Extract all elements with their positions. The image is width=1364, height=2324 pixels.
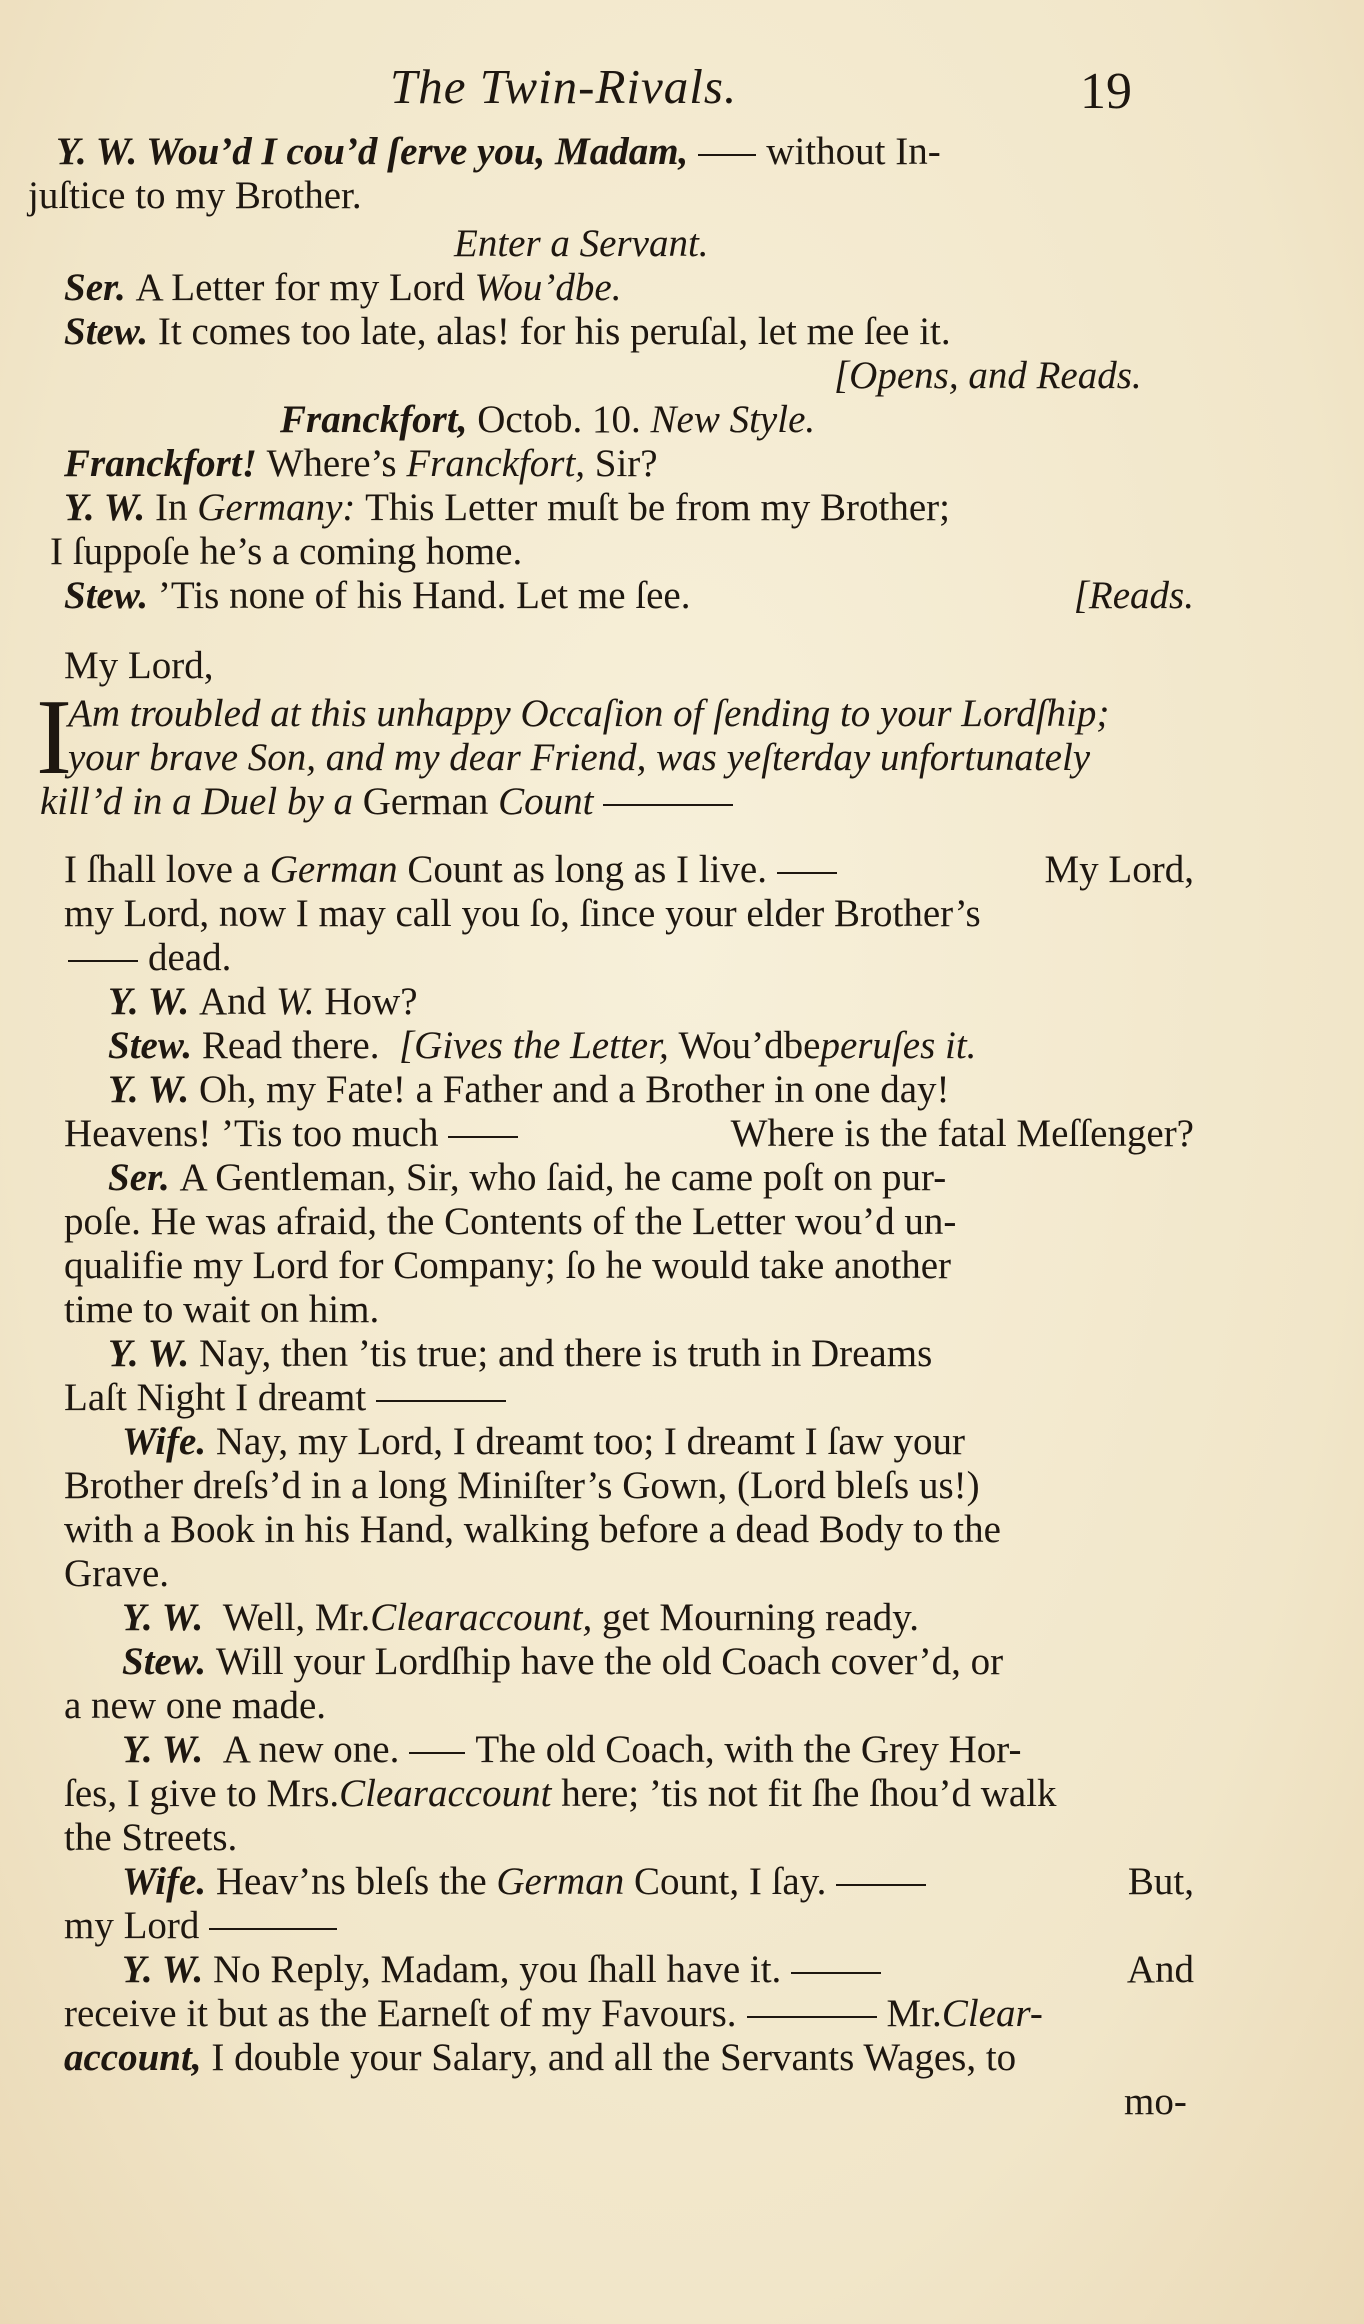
- speaker-text: Y. W. Wou’d I cou’d ſerve you, Madam,: [56, 130, 689, 173]
- text-line: Y. W. Oh, my Fate! a Father and a Brother in one day!: [108, 1068, 950, 1111]
- letter-line: Am troubled at this unhappy Occaſion of ſending to your Lordſhip;: [68, 692, 1110, 735]
- text-line: Grave.: [64, 1552, 170, 1595]
- speaker-tag: Stew.: [108, 1024, 193, 1067]
- speaker-tag: Stew.: [64, 574, 149, 617]
- speaker-tag: Stew.: [122, 1640, 207, 1683]
- text-line: poſe. He was afraid, the Contents of the Letter wou’d un-: [64, 1200, 957, 1243]
- speaker-tag: Wife.: [122, 1860, 207, 1903]
- text-line: Y. W. In Germany: This Letter muſt be from my Brother;: [64, 486, 951, 529]
- text-line: I ſhall love a German Count as long as I live. My Lord,: [64, 848, 1194, 891]
- text-line: qualifie my Lord for Company; ſo he would take another: [64, 1244, 952, 1287]
- speaker-tag: Y. W.: [122, 1948, 204, 1991]
- speaker-tag: Stew.: [64, 310, 149, 353]
- speaker-tag: Y. W.: [108, 1332, 190, 1375]
- text-line: Wife. Nay, my Lord, I dreamt too; I dreamt I ſaw your: [122, 1420, 965, 1463]
- text-line: my Lord, now I may call you ſo, ſince your elder Brother’s: [64, 892, 981, 935]
- letter-dateline: Franckfort, Octob. 10. New Style.: [280, 398, 816, 441]
- letter-salutation: My Lord,: [64, 644, 214, 687]
- speaker-tag: Y. W.: [122, 1728, 204, 1771]
- letter-line: your brave Son, and my dear Friend, was yeſterday unfortunately: [68, 736, 1091, 779]
- text-line: Laſt Night I dreamt: [64, 1376, 1194, 1420]
- text-line: account, I double your Salary, and all the Servants Wages, to: [64, 2036, 1017, 2079]
- stage-direction: [Reads.: [1073, 574, 1194, 617]
- running-title: The Twin-Rivals.: [390, 59, 738, 114]
- text-line: Ser. A Gentleman, Sir, who ſaid, he came poſt on pur-: [108, 1156, 947, 1199]
- text-line: Y. W. And W. How?: [108, 980, 418, 1023]
- text-line: Heavens! ’Tis too much Where is the fatal Meſſenger?: [64, 1112, 1194, 1155]
- text-line: Stew. ’Tis none of his Hand. Let me ſee. [Reads.: [64, 574, 1194, 617]
- text-line: dead.: [64, 936, 1194, 980]
- text-line: Y. W. No Reply, Madam, you ſhall have it. And: [122, 1948, 1194, 1991]
- text-line: Wife. Heav’ns bleſs the German Count, I ſay. But,: [122, 1860, 1194, 1903]
- speaker-tag: Ser.: [108, 1156, 170, 1199]
- text-line: Y. W. Nay, then ’tis true; and there is truth in Dreams: [108, 1332, 933, 1375]
- text-line: with a Book in his Hand, walking before a dead Body to the: [64, 1508, 1001, 1551]
- text-line: Y. W. A new one. The old Coach, with the Grey Hor-: [122, 1728, 1022, 1771]
- speaker-tag: Y. W.: [122, 1596, 204, 1639]
- text-line: Brother dreſs’d in a long Miniſter’s Gown, (Lord bleſs us!): [64, 1464, 980, 1507]
- text-line: Y. W. Well, Mr.Clearaccount, get Mourning ready.: [122, 1596, 919, 1639]
- speaker-tag: Wife.: [122, 1420, 207, 1463]
- speaker-tag: Y. W.: [64, 486, 146, 529]
- letter-line: kill’d in a Duel by a German Count: [40, 780, 1170, 824]
- text-line: my Lord: [64, 1904, 1194, 1948]
- speaker-tag: Ser.: [64, 266, 126, 309]
- page-number: 19: [1080, 63, 1132, 120]
- text-line: Stew. It comes too late, alas! for his peruſal, let me ſee it.: [64, 310, 951, 353]
- text-line: Stew. Will your Lordſhip have the old Coach cover’d, or: [122, 1640, 1004, 1683]
- text-line: the Streets.: [64, 1816, 238, 1859]
- text-line: receive it but as the Earneſt of my Favours. Mr.Clear-: [64, 1992, 1043, 2035]
- catchword: mo-: [1124, 2080, 1187, 2123]
- drop-cap: I: [36, 678, 72, 797]
- text-line: a new one made.: [64, 1684, 327, 1727]
- text-line: I ſuppoſe he’s a coming home.: [50, 530, 523, 573]
- text-line: Ser. A Letter for my Lord Wou’dbe.: [64, 266, 622, 309]
- speaker-tag: Y. W.: [108, 980, 190, 1023]
- text-line: Stew. Read there. [Gives the Letter, Wou’dbeperuſes it.: [108, 1024, 977, 1067]
- text-line: Franckfort! Where’s Franckfort, Sir?: [64, 442, 658, 485]
- text-line: juſtice to my Brother.: [28, 174, 362, 217]
- text-line: ſes, I give to Mrs.Clearaccount here; ’tis not fit ſhe ſhou’d walk: [64, 1772, 1057, 1815]
- running-header: [0, 58, 1364, 128]
- stage-direction: Enter a Servant.: [454, 222, 709, 265]
- stage-direction: [Opens, and Reads.: [834, 354, 1142, 397]
- text-line: Y. W. Wou’d I cou’d ſerve you, Madam, without In-: [56, 130, 941, 173]
- speaker-tag: Y. W.: [108, 1068, 190, 1111]
- text-line: time to wait on him.: [64, 1288, 380, 1331]
